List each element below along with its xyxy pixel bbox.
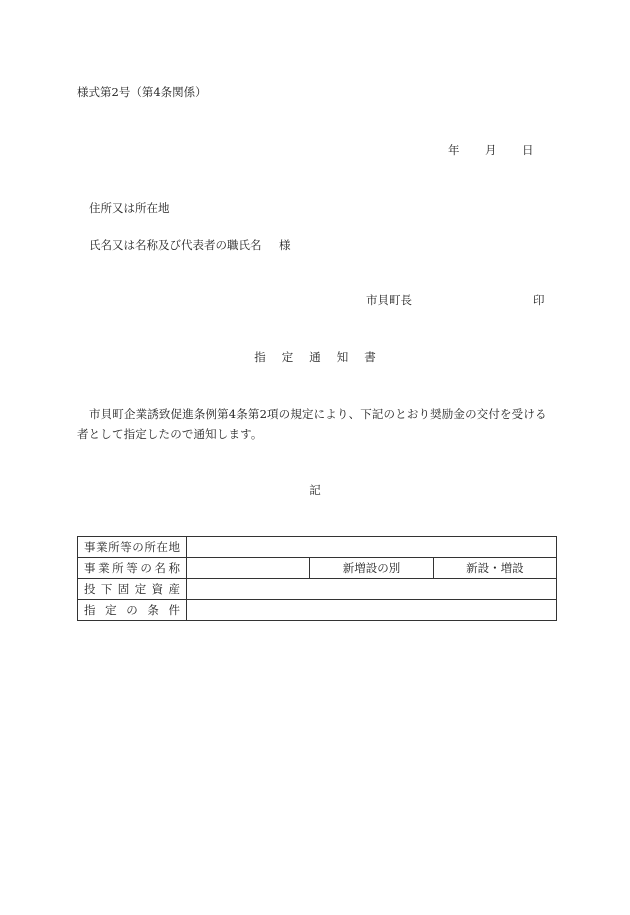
location-label: 事業所等の所在地 [78,537,187,558]
document-body: 市貝町企業誘致促進条例第4条第2項の規定により、下記のとおり奨励金の交付を受ける者として指定したので通知します。 [77,407,547,441]
new-or-expansion-options: 新設・増設 [433,558,556,579]
conditions-value-cell [187,600,557,621]
fixed-assets-label: 投下固定資産 [78,579,187,600]
date-year-label: 年 [448,143,460,157]
location-value-cell [187,537,557,558]
table-row-conditions [78,600,557,621]
table-row-location [78,537,557,558]
detail-table [77,536,557,621]
fixed-assets-value-cell [187,579,557,600]
date-day-label: 日 [522,143,534,157]
addressee-honorific: 様 [279,238,291,252]
facility-name-value-cell [187,558,310,579]
issuer-seal-mark: 印 [533,293,545,307]
note-mark: 記 [309,483,321,497]
facility-name-label: 事業所等の名称 [78,558,187,579]
new-or-expansion-label: 新増設の別 [310,558,433,579]
date-month-label: 月 [485,143,497,157]
conditions-label: 指定の条件 [78,600,187,621]
form-number: 様式第2号（第4条関係） [77,85,207,99]
addressee-name-label: 氏名又は名称及び代表者の職氏名 [89,238,262,252]
addressee-address-label: 住所又は所在地 [89,201,170,215]
table-row-name [78,558,557,579]
document-title: 指定通知書 [254,350,392,364]
table-row-fixed-assets [78,579,557,600]
issuer-title: 市貝町長 [366,293,412,307]
